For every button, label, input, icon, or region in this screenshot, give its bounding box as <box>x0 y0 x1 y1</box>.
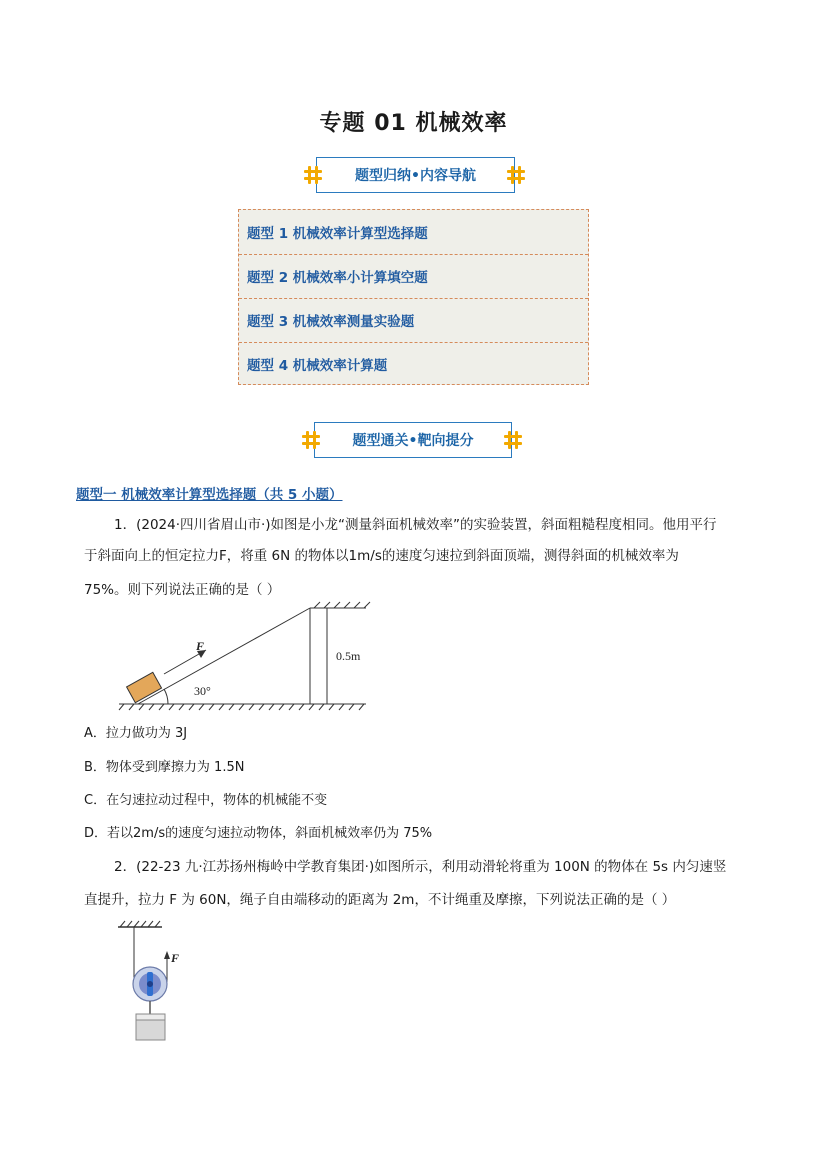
topic-nav-list <box>238 209 589 385</box>
nav-item-3[interactable]: 题型 3 机械效率测量实验题 <box>247 314 415 330</box>
section-heading: 题型一 机械效率计算型选择题（共 5 小题） <box>76 487 343 503</box>
q1-option-a[interactable]: A．拉力做功为 3J <box>84 726 188 741</box>
q1-text-line: 75%。则下列说法正确的是（ ） <box>84 582 281 598</box>
angle-label: 30° <box>194 684 211 698</box>
nav-banner <box>316 157 515 193</box>
q2-pulley-figure <box>112 918 192 1048</box>
nav-item-2[interactable]: 题型 2 机械效率小计算填空题 <box>247 270 428 286</box>
ceiling-hatch <box>120 921 160 927</box>
nav-item-1[interactable]: 题型 1 机械效率计算型选择题 <box>247 226 428 242</box>
q1-option-c[interactable]: C．在匀速拉动过程中，物体的机械能不变 <box>84 793 328 808</box>
block <box>127 672 162 702</box>
q1-incline-figure <box>114 600 374 720</box>
practice-banner <box>314 422 512 458</box>
q1-text-line: 于斜面向上的恒定拉力F，将重 6N 的物体以1m/s的速度匀速拉到斜面顶端，测得斜面的机械效率为 <box>84 548 679 564</box>
nav-item-4[interactable]: 题型 4 机械效率计算题 <box>247 358 388 374</box>
q2-text-line: 直提升，拉力 F 为 60N，绳子自由端移动的距离为 2m，不计绳重及摩擦，下列说法正确的是（ ） <box>84 892 676 908</box>
q2-text-line: 2．(22-23 九·江苏扬州梅岭中学教育集团·)如图所示，利用动滑轮将重为 100N 的物体在 5s 内匀速竖 <box>114 859 727 875</box>
pulley-force-label: F <box>171 951 180 965</box>
q1-option-b[interactable]: B．物体受到摩擦力为 1.5N <box>84 760 245 775</box>
weight-top <box>136 1014 165 1020</box>
force-label: F <box>196 639 205 653</box>
page-title: 专题 01 机械效率 <box>319 111 508 136</box>
banner-right-decoration-icon <box>507 169 525 181</box>
banner-left-decoration-icon <box>304 169 322 181</box>
angle-arc <box>164 689 168 704</box>
nav-banner-label: 题型归纳•内容导航 <box>355 168 476 184</box>
banner-left-decoration-icon <box>302 434 320 446</box>
height-label: 0.5m <box>336 649 361 663</box>
practice-banner-label: 题型通关•靶向提分 <box>352 433 474 449</box>
force-arrowhead <box>164 951 170 959</box>
pulley-axle <box>147 981 153 987</box>
ground-hatch <box>119 704 364 710</box>
platform-hatch <box>314 602 370 608</box>
q1-option-d[interactable]: D．若以2m/s的速度匀速拉动物体，斜面机械效率仍为 75% <box>84 826 433 841</box>
q1-text-line: 1．(2024·四川省眉山市·)如图是小龙“测量斜面机械效率”的实验装置，斜面粗糙程度相同。他用平行 <box>114 517 717 533</box>
banner-right-decoration-icon <box>504 434 522 446</box>
